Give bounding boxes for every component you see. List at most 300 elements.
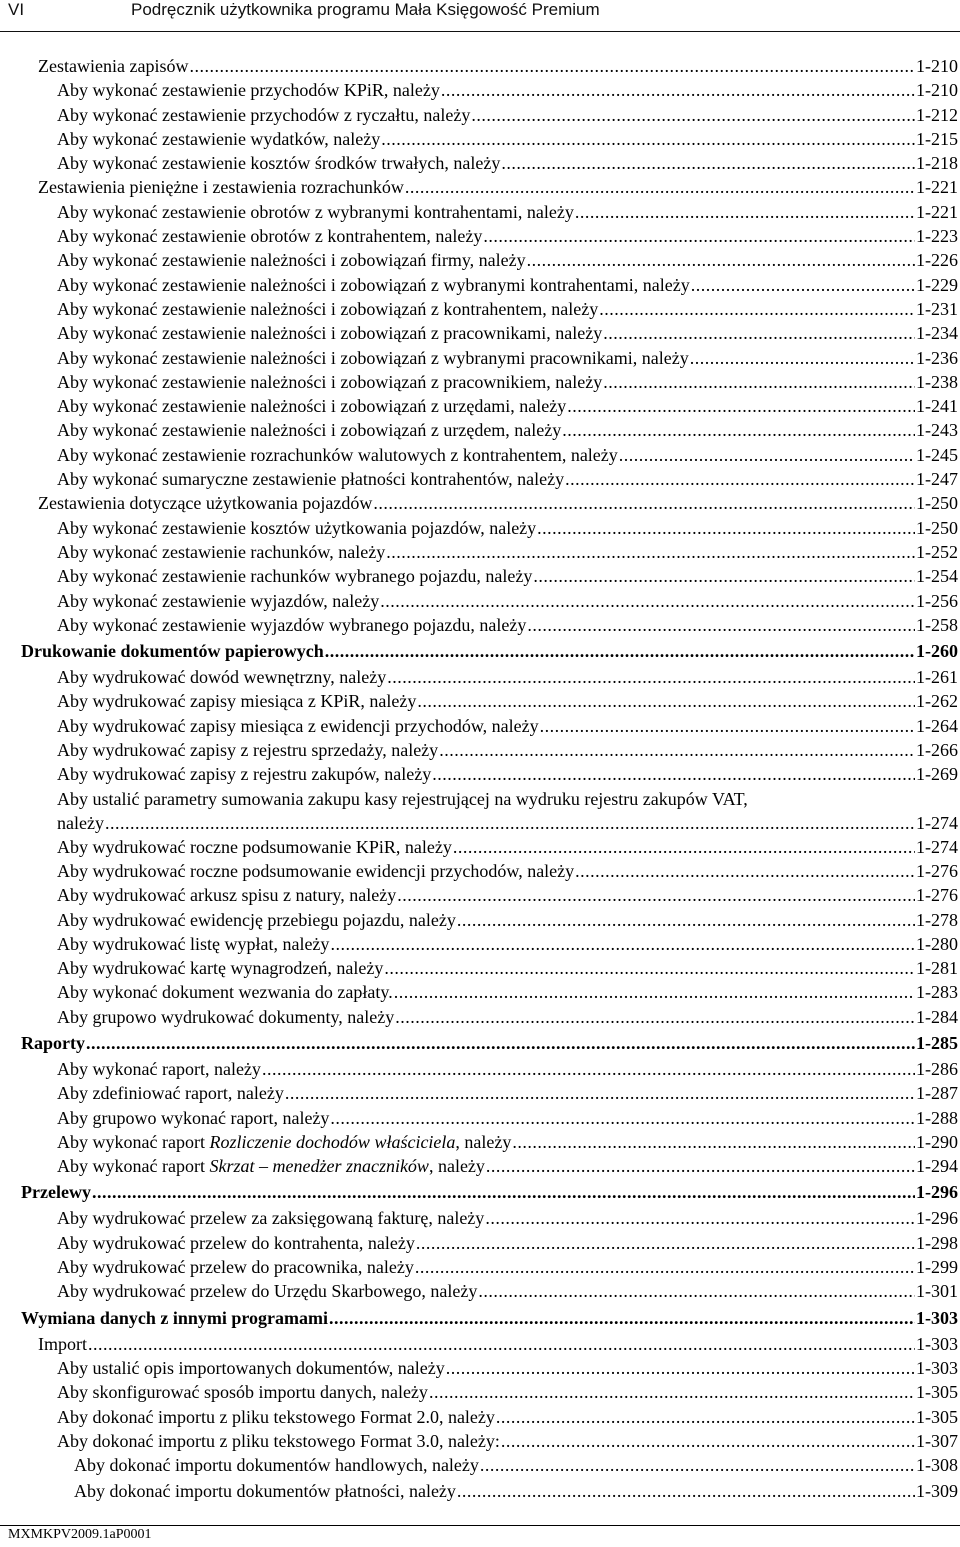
- dot-leader: [575, 200, 915, 224]
- toc-entry[interactable]: [0, 273, 960, 297]
- toc-entry-label: Aby skonfigurować sposób importu danych, należy: [57, 1382, 428, 1403]
- toc-entry-line: [38, 491, 960, 515]
- toc-entry-label: Aby wykonać zestawienie rachunków wybranego pojazdu, należy: [57, 566, 533, 587]
- toc-entry-label: Aby dokonać importu dokumentów płatności, należy: [74, 1481, 456, 1502]
- toc-entry[interactable]: [0, 1356, 960, 1380]
- toc-entry-line: [38, 54, 960, 78]
- toc-entry[interactable]: [0, 175, 960, 199]
- toc-page-number: 1-274: [916, 836, 958, 857]
- dot-leader: [478, 1279, 915, 1303]
- toc-entry[interactable]: [0, 297, 960, 321]
- toc-entry-label: Aby wydrukować przelew za zaksięgowaną fakturę, należy: [57, 1208, 485, 1229]
- toc-page-number: 1-269: [916, 764, 958, 785]
- toc-entry-label: Drukowanie dokumentów papierowych: [21, 641, 324, 662]
- toc-entry-label: Aby wykonać zestawienie obrotów z kontrahentem, należy: [57, 226, 483, 247]
- dot-leader: [373, 491, 915, 515]
- toc-page-number: 1-236: [916, 347, 958, 368]
- toc-page-number: 1-266: [916, 740, 958, 761]
- toc-entry[interactable]: [0, 1279, 960, 1303]
- toc-page-number: 1-308: [916, 1455, 958, 1476]
- toc-page-number: 1-212: [916, 104, 958, 125]
- dot-leader: [439, 738, 915, 762]
- toc-entry-line: [57, 665, 960, 689]
- toc-entry-label: Aby grupowo wykonać raport, należy: [57, 1107, 330, 1128]
- toc-entry-italic: Rozliczenie dochodów właściciela: [209, 1131, 456, 1152]
- toc-entry-line: [57, 883, 960, 907]
- toc-page-number: 1-296: [916, 1208, 958, 1229]
- toc-entry-label: Aby ustalić opis importowanych dokumentów, należy: [57, 1357, 445, 1378]
- toc-entry[interactable]: [0, 689, 960, 713]
- dot-leader: [471, 103, 915, 127]
- toc-page-number: 1-281: [916, 958, 958, 979]
- toc-entry-line: [57, 321, 960, 345]
- toc-entry-label: Aby wykonać zestawienie kosztów użytkowania pojazdów, należy: [57, 517, 537, 538]
- toc-entry[interactable]: [0, 1005, 960, 1029]
- toc-page-number: 1-296: [916, 1182, 958, 1203]
- dot-leader: [483, 224, 915, 248]
- toc-page-number: 1-276: [916, 885, 958, 906]
- toc-entry-label: Aby wydrukować arkusz spisu z natury, należy: [57, 885, 397, 906]
- toc-page-number: 1-245: [916, 444, 958, 465]
- toc-page-number: 1-285: [916, 1032, 958, 1053]
- toc-entry-text: Aby wykonać raport: [57, 1156, 210, 1177]
- toc-entry-line: [38, 1332, 960, 1356]
- toc-entry-line: [57, 956, 960, 980]
- dot-leader: [603, 370, 915, 394]
- dot-leader: [330, 932, 915, 956]
- dot-leader: [415, 1255, 915, 1279]
- toc-entry-label: Aby wydrukować dowód wewnętrzny, należy: [57, 667, 387, 688]
- toc-entry-label: Zestawienia pieniężne i zestawienia rozrachunków: [38, 177, 404, 198]
- toc-entry[interactable]: [0, 1178, 960, 1206]
- dot-leader: [262, 1057, 915, 1081]
- toc-entry-label: Aby wykonać zestawienie należności i zobowiązań z pracownikiem, należy: [57, 371, 603, 392]
- toc-page-number: 1-256: [916, 590, 958, 611]
- table-of-contents: [0, 54, 960, 1506]
- toc-entry-label: Aby wykonać zestawienie wyjazdów wybranego pojazdu, należy: [57, 614, 527, 635]
- toc-entry-line: [57, 589, 960, 613]
- toc-entry-line: [57, 980, 960, 1004]
- dot-leader: [325, 637, 915, 665]
- toc-entry-line: [57, 1106, 960, 1130]
- toc-entry[interactable]: [0, 1477, 960, 1506]
- toc-entry-label: Aby wykonać zestawienie należności i zobowiązań z kontrahentem, należy: [57, 298, 599, 319]
- toc-entry-line: [57, 224, 960, 248]
- dot-leader: [537, 516, 915, 540]
- dot-leader: [380, 589, 915, 613]
- toc-entry[interactable]: [0, 224, 960, 248]
- dot-leader: [92, 1178, 915, 1206]
- dot-leader: [690, 346, 915, 370]
- dot-leader: [501, 1429, 915, 1453]
- toc-entry-line: [57, 516, 960, 540]
- toc-page-number: 1-261: [916, 667, 958, 688]
- toc-entry-label: Aby wykonać zestawienie wydatków, należy: [57, 128, 381, 149]
- toc-page-number: 1-223: [916, 226, 958, 247]
- toc-entry-label: Aby wydrukować roczne podsumowanie ewidencji przychodów, należy: [57, 860, 575, 881]
- toc-page-number: 1-298: [916, 1232, 958, 1253]
- toc-entry-line: [57, 1279, 960, 1303]
- toc-entry-line: [21, 1304, 960, 1332]
- toc-page-number: 1-305: [916, 1382, 958, 1403]
- dot-leader: [457, 1477, 915, 1506]
- toc-entry-line: [74, 1477, 960, 1506]
- toc-entry[interactable]: [0, 516, 960, 540]
- toc-entry-line: [57, 127, 960, 151]
- toc-entry-line: [21, 637, 960, 665]
- toc-entry-label: Aby wydrukować kartę wynagrodzeń, należy: [57, 958, 384, 979]
- toc-entry-line: [57, 1130, 960, 1154]
- toc-entry-label: Wymiana danych z innymi programami: [21, 1307, 329, 1328]
- document-code: MXMKPV2009.1aP0001: [8, 1527, 152, 1542]
- dot-leader: [496, 1405, 915, 1429]
- toc-entry-label: Aby wykonać zestawienie rozrachunków walutowych z kontrahentem, należy: [57, 444, 618, 465]
- toc-entry[interactable]: [0, 1206, 960, 1230]
- toc-page-number: 1-241: [916, 396, 958, 417]
- dot-leader: [330, 1106, 915, 1130]
- toc-page-number: 1-234: [916, 323, 958, 344]
- toc-entry-line: [57, 1231, 960, 1255]
- dot-leader: [453, 835, 915, 859]
- toc-entry-line: [57, 273, 960, 297]
- toc-entry[interactable]: [0, 980, 960, 1004]
- toc-entry-label: Aby wykonać zestawienie przychodów z ryczałtu, należy: [57, 104, 471, 125]
- toc-entry-label: Aby wydrukować zapisy z rejestru zakupów, należy: [57, 764, 432, 785]
- toc-entry-text-after: , należy: [428, 1156, 485, 1177]
- toc-entry[interactable]: [0, 321, 960, 345]
- toc-entry[interactable]: [0, 1304, 960, 1332]
- toc-page-number: 1-247: [916, 469, 958, 490]
- toc-entry[interactable]: [0, 859, 960, 883]
- toc-page-number: 1-303: [916, 1357, 958, 1378]
- toc-entry[interactable]: [0, 564, 960, 588]
- toc-entry[interactable]: [0, 1106, 960, 1130]
- dot-leader: [533, 564, 915, 588]
- toc-entry-line: [57, 613, 960, 637]
- toc-page-number: 1-262: [916, 691, 958, 712]
- toc-entry-line: [57, 78, 960, 102]
- toc-entry-label: Zestawienia dotyczące użytkowania pojazdów: [38, 493, 373, 514]
- toc-entry-line: [57, 1154, 960, 1178]
- toc-page-number: 1-264: [916, 715, 958, 736]
- toc-entry-line: [57, 248, 960, 272]
- toc-entry[interactable]: [0, 127, 960, 151]
- dot-leader: [386, 540, 915, 564]
- dot-leader: [575, 859, 915, 883]
- toc-entry-label: Aby wydrukować ewidencję przebiegu pojazdu, należy: [57, 909, 456, 930]
- toc-entry-line: [57, 689, 960, 713]
- toc-entry-label: Przelewy: [21, 1182, 91, 1203]
- toc-entry-label: Aby wykonać dokument wezwania do zapłaty.: [57, 982, 393, 1003]
- toc-entry-label: Aby wykonać zestawienie przychodów KPiR, należy: [57, 80, 440, 101]
- toc-entry-italic: Skrzat – menedżer znaczników: [209, 1156, 429, 1177]
- toc-entry[interactable]: [0, 200, 960, 224]
- dot-leader: [381, 127, 915, 151]
- dot-leader: [397, 883, 915, 907]
- toc-page-number: 1-254: [916, 566, 958, 587]
- toc-entry-label: Aby wydrukować roczne podsumowanie KPiR, należy: [57, 836, 452, 857]
- toc-entry[interactable]: [0, 1453, 960, 1477]
- toc-entry-line: [57, 346, 960, 370]
- page-header: [0, 0, 960, 30]
- toc-entry-text: Aby ustalić parametry sumowania zakupu kasy rejestrującej na wydruku rejestru zakupów VAT,: [57, 788, 748, 809]
- dot-leader: [527, 248, 915, 272]
- dot-leader: [384, 956, 915, 980]
- toc-entry[interactable]: [0, 908, 960, 932]
- toc-entry[interactable]: [0, 151, 960, 175]
- dot-leader: [429, 1380, 915, 1404]
- toc-entry-line: [57, 1206, 960, 1230]
- header-rule: [0, 31, 960, 32]
- toc-entry-line: [57, 762, 960, 786]
- toc-entry-label: Aby wydrukować przelew do pracownika, należy: [57, 1257, 414, 1278]
- toc-entry[interactable]: [0, 665, 960, 689]
- toc-page-number: 1-231: [916, 298, 958, 319]
- toc-entry-label: należy: [57, 812, 104, 833]
- toc-entry-line: [57, 394, 960, 418]
- toc-page-number: 1-210: [916, 56, 958, 76]
- toc-entry-label: Aby wykonać sumaryczne zestawienie płatności kontrahentów, należy: [57, 469, 565, 490]
- toc-entry-label: Aby dokonać importu z pliku tekstowego Format 3.0, należy:: [57, 1430, 500, 1451]
- toc-entry-label: Aby wykonać raport, należy: [57, 1058, 261, 1079]
- toc-entry-label: Aby wykonać zestawienie kosztów środków trwałych, należy: [57, 153, 501, 174]
- toc-entry-label: Aby wydrukować zapisy miesiąca z KPiR, należy: [57, 691, 417, 712]
- toc-entry-line: [38, 175, 960, 199]
- toc-entry-label: Aby wydrukować zapisy miesiąca z ewidencji przychodów, należy: [57, 715, 539, 736]
- toc-entry-line: [57, 443, 960, 467]
- toc-entry-line: [57, 1405, 960, 1429]
- toc-entry[interactable]: [0, 1057, 960, 1081]
- dot-leader: [562, 418, 915, 442]
- toc-entry-label: Aby wykonać zestawienie rachunków, należy: [57, 541, 386, 562]
- toc-entry-line: [57, 564, 960, 588]
- toc-page-number: 1-299: [916, 1257, 958, 1278]
- toc-entry[interactable]: [0, 78, 960, 102]
- toc-entry-label: Aby wykonać zestawienie należności i zobowiązań firmy, należy: [57, 250, 526, 271]
- dot-leader: [285, 1081, 915, 1105]
- toc-page-number: 1-238: [916, 371, 958, 392]
- dot-leader: [329, 1304, 915, 1332]
- toc-entry-line: [57, 418, 960, 442]
- toc-entry-text-after: , należy: [455, 1131, 512, 1152]
- footer-rule: [0, 1525, 960, 1526]
- toc-page-number: 1-276: [916, 860, 958, 881]
- toc-entry-line: [57, 932, 960, 956]
- toc-entry-line: [57, 908, 960, 932]
- toc-entry[interactable]: [0, 443, 960, 467]
- toc-entry[interactable]: [0, 394, 960, 418]
- toc-entry-line: [57, 200, 960, 224]
- toc-entry-line: [21, 1029, 960, 1057]
- dot-leader: [387, 665, 915, 689]
- toc-page-number: 1-260: [916, 641, 958, 662]
- dot-leader: [432, 762, 915, 786]
- toc-entry-label: Aby wykonać zestawienie należności i zobowiązań z urzędem, należy: [57, 420, 562, 441]
- dot-leader: [441, 78, 915, 102]
- toc-entry-line: [57, 1255, 960, 1279]
- toc-entry-line: [57, 540, 960, 564]
- toc-entry-label: Aby wydrukować przelew do kontrahenta, należy: [57, 1232, 415, 1253]
- dot-leader: [565, 467, 915, 491]
- toc-entry[interactable]: [0, 1029, 960, 1057]
- toc-entry-label: Raporty: [21, 1032, 85, 1053]
- toc-page-number: 1-274: [916, 812, 958, 833]
- toc-entry-line: [57, 714, 960, 738]
- dot-leader: [88, 1332, 915, 1356]
- dot-leader: [394, 980, 915, 1004]
- toc-entry-line: [57, 1081, 960, 1105]
- toc-entry-line: [57, 103, 960, 127]
- toc-page-number: 1-290: [916, 1131, 958, 1152]
- toc-entry-label: Zestawienia zapisów: [38, 56, 189, 76]
- toc-entry[interactable]: [0, 467, 960, 491]
- dot-leader: [527, 613, 915, 637]
- toc-entry-line: [57, 151, 960, 175]
- toc-entry[interactable]: [0, 589, 960, 613]
- toc-entry-label: Aby dokonać importu dokumentów handlowych, należy: [74, 1455, 479, 1476]
- toc-entry[interactable]: [0, 1405, 960, 1429]
- toc-entry[interactable]: [0, 613, 960, 637]
- toc-entry[interactable]: [0, 738, 960, 762]
- toc-entry-label: Aby wydrukować zapisy z rejestru sprzedaży, należy: [57, 740, 439, 761]
- toc-entry-line: [57, 297, 960, 321]
- toc-entry-line: [57, 1005, 960, 1029]
- page-number: VI: [8, 0, 25, 19]
- toc-page-number: 1-303: [916, 1307, 958, 1328]
- toc-page-number: 1-258: [916, 614, 958, 635]
- dot-leader: [540, 714, 915, 738]
- dot-leader: [619, 443, 915, 467]
- toc-entry[interactable]: [0, 54, 960, 78]
- toc-entry-line: [57, 859, 960, 883]
- toc-entry[interactable]: [0, 346, 960, 370]
- toc-page-number: 1-252: [916, 541, 958, 562]
- toc-entry[interactable]: [0, 1154, 960, 1178]
- toc-entry-line: [57, 1057, 960, 1081]
- dot-leader: [86, 1029, 915, 1057]
- dot-leader: [486, 1154, 915, 1178]
- toc-entry[interactable]: [0, 637, 960, 665]
- toc-page-number: 1-250: [916, 517, 958, 538]
- toc-entry-line: [57, 835, 960, 859]
- toc-page-number: 1-250: [916, 493, 958, 514]
- toc-entry[interactable]: [0, 1429, 960, 1453]
- toc-page-number: 1-221: [916, 201, 958, 222]
- toc-page-number: 1-215: [916, 128, 958, 149]
- dot-leader: [189, 54, 915, 78]
- dot-leader: [691, 273, 915, 297]
- toc-entry[interactable]: [0, 956, 960, 980]
- toc-entry-label: Aby dokonać importu z pliku tekstowego Format 2.0, należy: [57, 1406, 495, 1427]
- toc-page-number: 1-301: [916, 1281, 958, 1302]
- toc-entry-text: Aby wykonać raport: [57, 1131, 210, 1152]
- toc-entry[interactable]: [0, 418, 960, 442]
- toc-page-number: 1-294: [916, 1156, 958, 1177]
- toc-entry-label: Aby wykonać zestawienie obrotów z wybranymi kontrahentami, należy: [57, 201, 574, 222]
- running-title: Podręcznik użytkownika programu Mała Księgowość Premium: [131, 0, 600, 19]
- toc-page-number: 1-210: [916, 80, 958, 101]
- toc-entry[interactable]: [0, 1130, 960, 1154]
- toc-entry-line: [57, 370, 960, 394]
- toc-page-number: 1-288: [916, 1107, 958, 1128]
- toc-entry-label: Aby wykonać zestawienie należności i zobowiązań z pracownikami, należy: [57, 323, 603, 344]
- toc-page-number: 1-309: [916, 1481, 958, 1502]
- toc-page-number: 1-305: [916, 1406, 958, 1427]
- toc-entry[interactable]: [0, 103, 960, 127]
- dot-leader: [446, 1356, 915, 1380]
- toc-entry-label: Aby wykonać zestawienie wyjazdów, należy: [57, 590, 380, 611]
- dot-leader: [501, 151, 915, 175]
- dot-leader: [417, 689, 915, 713]
- dot-leader: [599, 297, 915, 321]
- toc-entry[interactable]: [0, 1332, 960, 1356]
- toc-entry[interactable]: [0, 248, 960, 272]
- toc-page-number: 1-221: [916, 177, 958, 198]
- toc-entry-label: Aby wydrukować listę wypłat, należy: [57, 933, 330, 954]
- toc-page-number: 1-229: [916, 274, 958, 295]
- dot-leader: [567, 394, 915, 418]
- toc-entry[interactable]: [0, 883, 960, 907]
- toc-entry-line: [74, 1453, 960, 1477]
- toc-entry-line: [57, 1380, 960, 1404]
- toc-entry-line: [57, 1429, 960, 1453]
- toc-page-number: 1-287: [916, 1083, 958, 1104]
- dot-leader: [105, 811, 915, 835]
- toc-page-number: 1-280: [916, 933, 958, 954]
- toc-entry-label: Aby wykonać zestawienie należności i zobowiązań z wybranymi kontrahentami, należy: [57, 274, 690, 295]
- toc-page-number: 1-303: [916, 1333, 958, 1354]
- toc-page-number: 1-307: [916, 1430, 958, 1451]
- toc-entry[interactable]: [0, 762, 960, 786]
- toc-entry[interactable]: [0, 714, 960, 738]
- dot-leader: [512, 1130, 915, 1154]
- toc-entry-label: [57, 1130, 511, 1154]
- toc-entry[interactable]: [0, 932, 960, 956]
- toc-entry-label: Import: [38, 1333, 87, 1354]
- toc-entry[interactable]: [0, 1255, 960, 1279]
- dot-leader: [405, 175, 915, 199]
- toc-entry-label: Aby wykonać zestawienie należności i zobowiązań z urzędami, należy: [57, 396, 567, 417]
- toc-entry-label: Aby grupowo wydrukować dokumenty, należy: [57, 1006, 395, 1027]
- toc-page-number: 1-218: [916, 153, 958, 174]
- toc-page-number: 1-283: [916, 982, 958, 1003]
- dot-leader: [485, 1206, 915, 1230]
- dot-leader: [416, 1231, 915, 1255]
- toc-entry-label: Aby zdefiniować raport, należy: [57, 1083, 284, 1104]
- toc-entry[interactable]: [0, 1231, 960, 1255]
- toc-entry[interactable]: [0, 540, 960, 564]
- dot-leader: [603, 321, 915, 345]
- toc-entry-label: Aby wykonać zestawienie należności i zobowiązań z wybranymi pracownikami, należy: [57, 347, 689, 368]
- toc-page-number: 1-226: [916, 250, 958, 271]
- toc-entry-line: [21, 1178, 960, 1206]
- toc-entry[interactable]: [0, 1081, 960, 1105]
- toc-page-number: 1-284: [916, 1006, 958, 1027]
- dot-leader: [480, 1453, 915, 1477]
- toc-entry[interactable]: [0, 491, 960, 515]
- toc-entry-line: [57, 467, 960, 491]
- toc-entry-line: [57, 1356, 960, 1380]
- toc-page-number: 1-243: [916, 420, 958, 441]
- toc-entry[interactable]: [0, 1380, 960, 1404]
- toc-page-number: 1-278: [916, 909, 958, 930]
- toc-entry[interactable]: [0, 370, 960, 394]
- toc-entry-label: [57, 1154, 485, 1178]
- toc-entry-line: [57, 811, 960, 835]
- toc-entry[interactable]: [0, 835, 960, 859]
- toc-entry[interactable]: [0, 787, 960, 835]
- dot-leader: [395, 1005, 915, 1029]
